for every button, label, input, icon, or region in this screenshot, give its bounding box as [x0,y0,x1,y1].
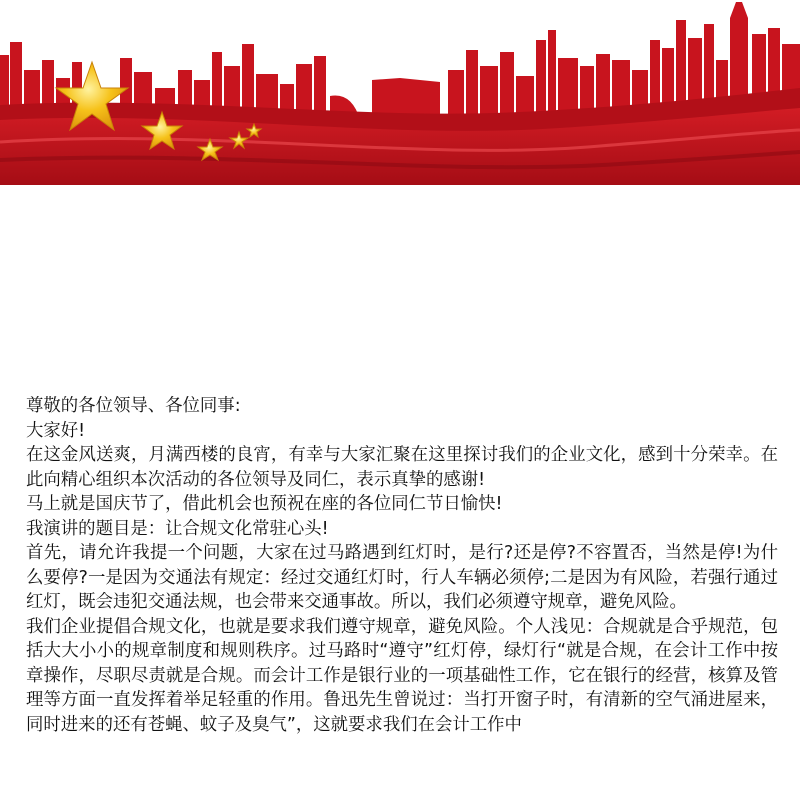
greeting-line: 尊敬的各位领导、各位同事: [26,396,241,416]
hello-line: 大家好! [26,420,86,441]
paragraph-red-light: 首先，请允许我提一个问题，大家在过马路遇到红灯时，是行?还是停?不容置否，当然是停!为什么要停?一是因为交通法有规定：经过交通红灯时，行人车辆必须停;二是因为有风险，若强行通过红灯，既会违犯交通法规，也会带来交通事故。所以，我们必须遵守规章，避免风险。 [26,543,778,612]
speech-document [26,394,778,737]
paragraph-compliance: 我们企业提倡合规文化，也就是要求我们遵守规章，避免风险。个人浅见：合规就是合乎规范，包括大大小小的规章制度和规则秩序。过马路时“遵守”红灯停，绿灯行“就是合规，在会计工作中按章操作，尽职尽责就是合规。而会计工作是银行业的一项基础性工作，它在银行的经营，核算及管理等方面一直发挥着举足轻重的作用。鲁迅先生曾说过：当打开窗子时，有清新的空气涌进屋来，同时进来的还有苍蝇、蚊子及臭气”，这就要求我们在会计工作中 [26,616,778,735]
paragraph-opening: 在这金风送爽，月满西楼的良宵，有幸与大家汇聚在这里探讨我们的企业文化，感到十分荣幸。在此向精心组织本次活动的各位领导及同仁，表示真挚的感谢! [26,445,778,490]
header-banner [0,0,800,185]
paragraph-topic: 我演讲的题目是：让合规文化常驻心头! [26,518,329,539]
paragraph-national-day: 马上就是国庆节了，借此机会也预祝在座的各位同仁节日愉快! [26,494,503,514]
